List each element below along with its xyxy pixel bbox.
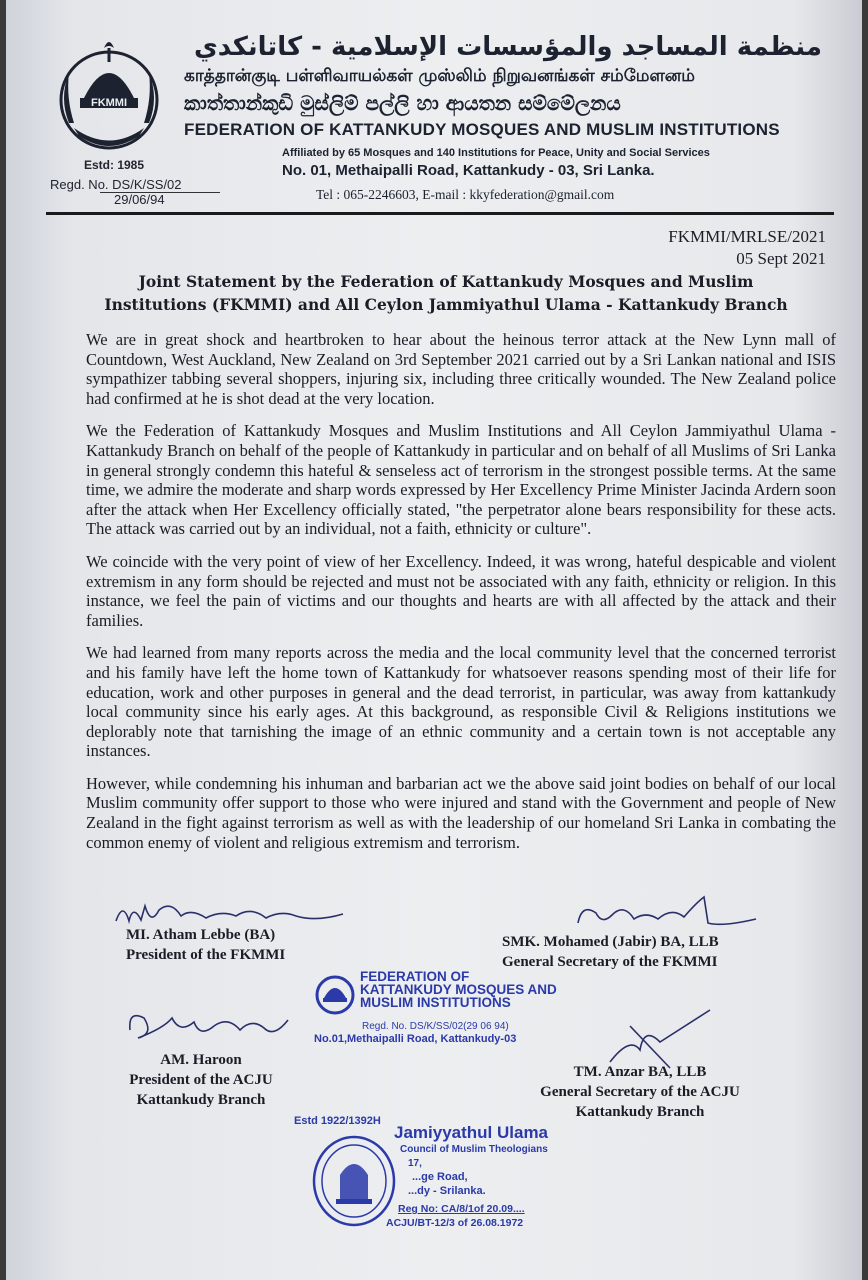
signatory-fkmmi-secretary [502,932,752,972]
signatory-role: General Secretary of the ACJU [540,1084,740,1100]
stamp-fkmmi-title: FEDERATION OF KATTANKUDY MOSQUES AND MUSLIM INSTITUTIONS [360,969,557,1010]
signatory-name: SMK. Mohamed (Jabir) BA, LLB [502,934,719,950]
letterhead-affiliation: Affiliated by 65 Mosques and 140 Institutions for Peace, Unity and Social Services [282,147,710,159]
registration-line-2: 29/06/94 [100,192,220,207]
signatory-role: General Secretary of the FKMMI [502,954,718,970]
reference-date: 05 Sept 2021 [736,249,826,268]
fkmmi-stamp-emblem-icon [314,974,356,1016]
letterhead-arabic-name: منظمة المساجد والمؤسسات الإسلامية - كاتانكدي [193,32,822,62]
signatory-name: AM. Haroon [160,1052,242,1068]
stamp-fkmmi-address: No.01,Methaipalli Road, Kattankudy-03 [314,1033,517,1045]
stamp-acju-estd: Estd 1922/1392H [294,1115,381,1127]
signatory-acju-secretary [530,1062,750,1122]
signatory-role: President of the ACJU [129,1072,273,1088]
signatory-org: Kattankudy Branch [575,1104,705,1120]
title-line-1: Joint Statement by the Federation of Kattankudy Mosques and Muslim [138,272,754,291]
letterhead-contact: Tel : 065-2246603, E-mail : kkyfederation@gmail.com [316,187,615,202]
acju-stamp-emblem-icon [310,1129,400,1229]
letterhead-sinhala-name: කාත්තාන්කුඩි මුස්ලිම් පල්ලි හා ආයතන සම්මේලනය [184,91,621,115]
signatory-fkmmi-president [126,925,306,965]
letter-page [6,0,862,1280]
letterhead-english-name: FEDERATION OF KATTANKUDY MOSQUES AND MUSLIM INSTITUTIONS [184,120,780,139]
signatory-name: MI. Atham Lebbe (BA) [126,927,276,943]
signatory-org: Kattankudy Branch [136,1092,266,1108]
stamp-acju-line5: ...dy - Srilanka. [408,1185,486,1197]
fkmmi-logo-icon [44,28,174,158]
paragraph: We coincide with the very point of view of her Excellency. Indeed, it was wrong, hateful despicable and violent extremism in any form should be rejected and must not be associated with any faith, ethnicity or religion. In this instance, we feel the pain of victims and our thoughts and hearts are with all affected by the attack and their families. [86,551,836,630]
signatory-role: President of the FKMMI [126,947,286,963]
paragraph: We the Federation of Kattankudy Mosques and Muslim Institutions and All Ceylon Jammiyathul Ulama - Kattankudy Branch on behalf of the people of Kattankudy in particular and on behalf of all Muslims of Sri Lanka in general strongly condemn this hateful & senseless act of terrorism in the strongest possible terms. At the same time, we admire the moderate and sharp words expressed by Her Excellency Prime Minister Jacinda Ardern soon after the attack when Her Excellency officially stated, "the perpetrator alone bears responsibility for these acts. The attack was carried out by an individual, not a faith, ethnicity or culture". [86,421,836,539]
stamp-acju-sub: Council of Muslim Theologians [400,1144,548,1155]
statement-body [86,330,836,865]
established-year: Estd: 1985 [84,158,145,172]
stamp-acju-number: ACJU/BT-12/3 of 26.08.1972 [386,1217,524,1229]
letterhead-divider [46,212,834,215]
signature-anzar-icon [600,1006,720,1070]
title-line-2: Institutions (FKMMI) and All Ceylon Jammiyathul Ulama - Kattankudy Branch [104,295,788,314]
registration-number [50,178,220,207]
fkmmi-official-stamp [314,969,557,1060]
signatory-name: TM. Anzar BA, LLB [573,1064,707,1080]
stamp-acju-line4: ...ge Road, [412,1171,468,1183]
stamp-fkmmi-regd: Regd. No. DS/K/SS/02(29 06 94) [362,1021,509,1032]
statement-title [56,270,836,316]
logo-text: FKMMI [90,97,128,109]
acju-official-stamp [290,1115,570,1235]
paragraph: However, while condemning his inhuman and barbarian act we the above said joint bodies on behalf of our local Muslim community offer support to those who were injured and stand with the Government and people of New Zealand in the fight against terrorism as well as with the leadership of our homeland Sri Lanka in combating the common enemy of violent and religious extremism and terrorism. [86,773,836,852]
paragraph: We had learned from many reports across the media and the local community level that the concerned terrorist and his family have left the home town of Kattankudy for whatsoever reasons spending most of their life for education, work and other purposes in general and the dead terrorist, in particular, was away from kattankudy local community since his early ages. At this background, as responsible Civil & Religions institutions we deplorably note that tarnishing the image of an ethnic community and a certain town is not acceptable any instances. [86,643,836,761]
letterhead-address: No. 01, Methaipalli Road, Kattankudy - 03, Sri Lanka. [282,162,655,179]
letterhead-tamil-name: காத்தான்குடி பள்ளிவாயல்கள் முஸ்லிம் நிறுவனங்கள் சம்மேளனம் [184,66,695,86]
signatory-acju-president [116,1050,286,1110]
reference-code: FKMMI/MRLSE/2021 [668,227,826,246]
registration-line-1: Regd. No. DS/K/SS/02 [50,177,182,192]
stamp-acju-reg: Reg No: CA/8/1of 20.09.... [398,1203,525,1215]
reference-block [668,226,826,270]
paragraph: We are in great shock and heartbroken to hear about the heinous terror attack at the New Lynn mall of Countdown, West Auckland, New Zealand on 3rd September 2021 carried out by a Sri Lankan national and ISIS sympathizer tabbing several shoppers, injuring six, including three critically wounded. The New Zealand police had confirmed at he is shot dead at the very location. [86,330,836,408]
stamp-acju-name: Jamiyyathul Ulama [394,1123,549,1142]
stamp-acju-line3: 17, [408,1158,422,1169]
signature-haroon-icon [124,1004,294,1048]
